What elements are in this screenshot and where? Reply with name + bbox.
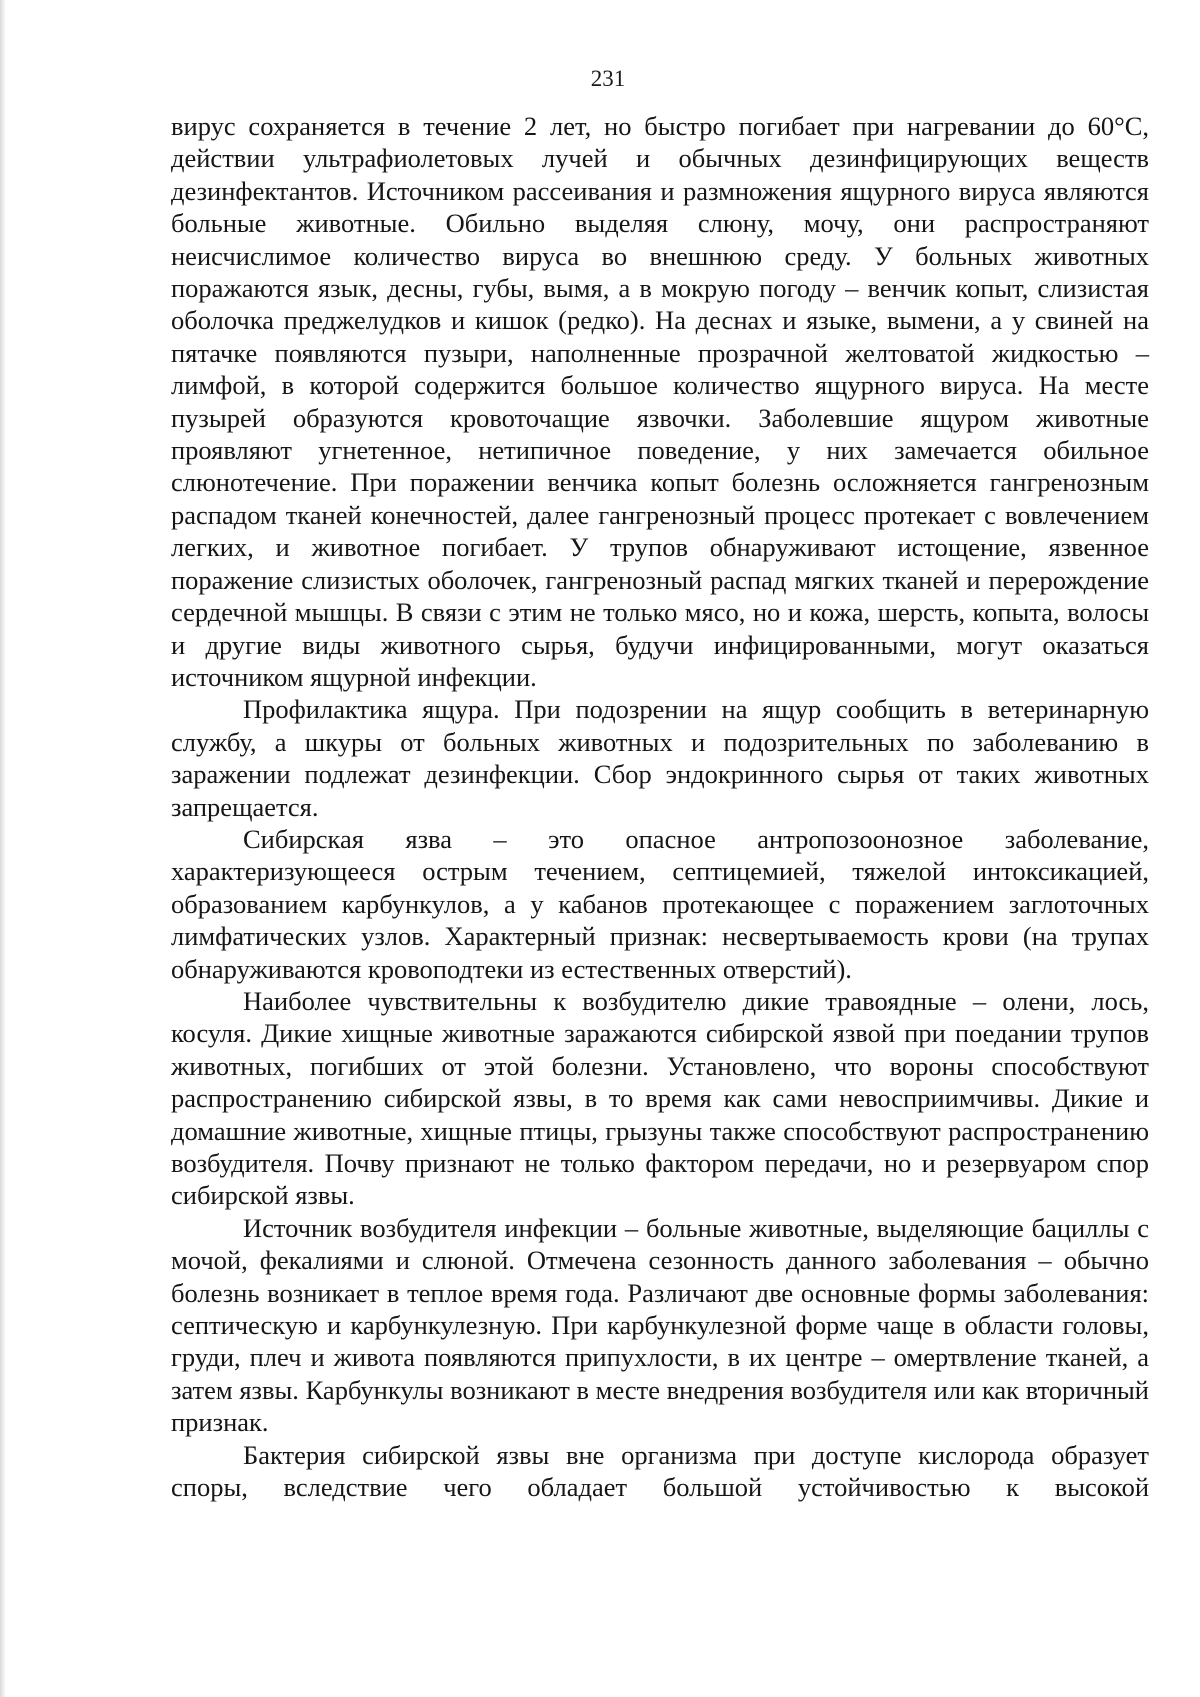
page-number: 231	[590, 66, 626, 91]
paragraph-anthrax-source: Источник возбудителя инфекции – больные животные, выделяющие бациллы с мочой, фекалиями и слюной. Отмечена сезонность данного заболевания – обычно болезнь возникает в теплое время года. Различают две основные формы заболевания: септическую и карбункулезную. При карбункулезной форме чаще в области головы, груди, плеч и живота появляются припухлости, в их центре – омертвление тканей, а затем язвы. Карбункулы возникают в месте внедрения возбудителя или как вторичный признак.	[171, 1212, 1149, 1438]
paragraph-foot-and-mouth-prevention: Профилактика ящура. При подозрении на ящур сообщить в ветеринарную службу, а шкуры от больных животных и подозрительных по заболеванию в заражении подлежат дезинфекции. Сбор эндокринного сырья от таких животных запрещается.	[171, 694, 1149, 822]
paragraph-continued: вирус сохраняется в течение 2 лет, но быстро погибает при нагревании до 60°С, действии ультрафиолетовых лучей и обычных дезинфицирующих веществ дезинфектантов. Источником рассеивания и размножения ящурного вируса являются больные животные. Обильно выделяя слюну, мочу, они распространяют неисчислимое количество вируса во внешнюю среду. У больных животных поражаются язык, десны, губы, вымя, а в мокрую погоду – венчик копыт, слизистая оболочка преджелудков и кишок (редко). На деснах и языке, вымени, а у свиней на пятачке появляются пузыри, наполненные прозрачной желтоватой жидкостью – лимфой, в которой содержится большое количество ящурного вируса. На месте пузырей образуются кровоточащие язвочки. Заболевшие ящуром животные проявляют угнетенное, нетипичное поведение, у них замечается обильное слюнотечение. При поражении венчика копыт болезнь осложняется гангренозным распадом тканей конечностей, далее гангренозный процесс протекает с вовлечением легких, и животное погибает. У трупов обнаруживают истощение, язвенное поражение слизистых оболочек, гангренозный распад мягких тканей и перерождение сердечной мышцы. В связи с этим не только мясо, но и кожа, шерсть, копыта, волосы и другие виды животного сырья, будучи инфицированными, могут оказаться источником ящурной инфекции.	[171, 111, 1149, 692]
paragraph-anthrax-susceptibility: Наиболее чувствительны к возбудителю дикие травоядные – олени, лось, косуля. Дикие хищные животные заражаются сибирской язвой при поедании трупов животных, погибших от этой болезни. Установлено, что вороны способствуют распространению сибирской язвы, в то время как сами невосприимчивы. Дикие и домашние животные, хищные птицы, грызуны также способствуют распространению возбудителя. Почву признают не только фактором передачи, но и резервуаром спор сибирской язвы.	[171, 985, 1149, 1211]
paragraph-anthrax-bacteria: Бактерия сибирской язвы вне организма при доступе кислорода образует споры, вследствие чего обладает большой устойчивостью к высокой	[171, 1439, 1149, 1503]
paragraph-anthrax-definition: Сибирская язва – это опасное антропозоонозное заболевание, характеризующееся острым течением, септицемией, тяжелой интоксикацией, образованием карбункулов, а у кабанов протекающее с поражением заглоточных лимфатических узлов. Характерный признак: несвертываемость крови (на трупах обнаруживаются кровоподтеки из естественных отверстий).	[171, 823, 1149, 984]
body-text	[171, 110, 1149, 1503]
scan-edge-shadow	[0, 0, 6, 1697]
